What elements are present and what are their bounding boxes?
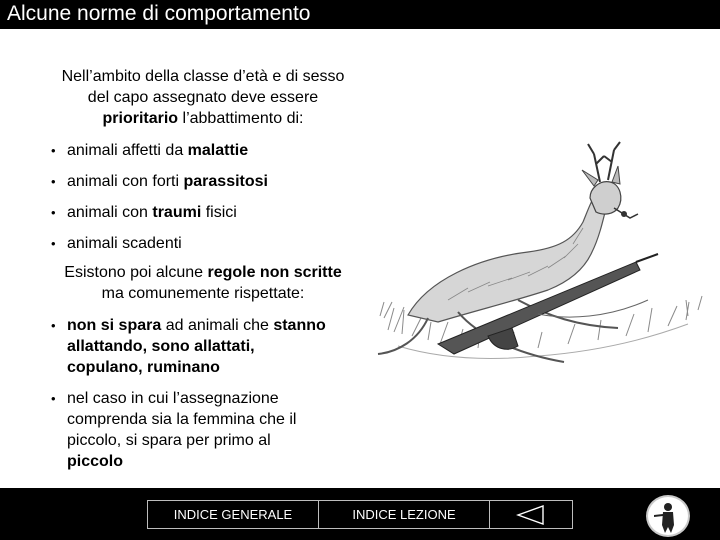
title-bar: [0, 0, 720, 29]
bullet: •: [51, 174, 56, 189]
item-bold: allattando, sono allattati,: [67, 338, 255, 355]
hunter-logo-button[interactable]: [646, 495, 690, 537]
main-content: [38, 66, 368, 472]
intro-paragraph: [38, 66, 368, 129]
page-title: Alcune norme di comportamento: [7, 2, 311, 25]
item-text: ad animali che: [161, 317, 274, 334]
item-bold: piccolo: [67, 453, 124, 470]
list-item: [38, 202, 368, 223]
intro-line-1: Nell’ambito della classe d’età e di sesso: [61, 68, 345, 85]
footer-bar: [0, 488, 720, 540]
rules-line-2: ma comunemente rispettate:: [101, 285, 305, 302]
item-text-after: fisici: [201, 204, 237, 221]
item-text: animali scadenti: [67, 235, 182, 252]
back-button[interactable]: [489, 500, 573, 529]
list-item: [38, 388, 368, 472]
unwritten-rules-list: [38, 315, 368, 472]
rules-paragraph: [38, 262, 368, 304]
rules-line-1: Esistono poi alcune: [64, 264, 208, 281]
bullet: •: [51, 143, 56, 158]
list-item: [38, 233, 368, 254]
list-item: [38, 140, 368, 161]
item-bold: copulano, ruminano: [67, 359, 220, 376]
intro-bold: prioritario: [102, 110, 179, 127]
item-bold: malattie: [187, 142, 249, 159]
item-text: animali con forti: [67, 173, 184, 190]
lesson-index-button[interactable]: INDICE LEZIONE: [318, 500, 490, 529]
back-triangle-icon: [516, 504, 546, 526]
bullet: •: [51, 236, 56, 251]
hunter-icon: [648, 497, 688, 535]
roe-deer-with-rifle-illustration: [368, 140, 710, 390]
rules-bold: regole non scritte: [207, 264, 342, 281]
bullet: •: [51, 318, 56, 333]
cull-priority-list: [38, 140, 368, 254]
item-text: comprenda sia la femmina che il: [67, 411, 297, 428]
item-text: nel caso in cui l’assegnazione: [67, 390, 279, 407]
list-item: [38, 315, 368, 378]
list-item: [38, 171, 368, 192]
item-text: animali con: [67, 204, 153, 221]
general-index-button[interactable]: INDICE GENERALE: [147, 500, 319, 529]
item-bold: non si spara: [67, 317, 162, 334]
bullet: •: [51, 205, 56, 220]
item-bold: parassitosi: [183, 173, 268, 190]
bullet: •: [51, 391, 56, 406]
item-bold: traumi: [152, 204, 202, 221]
item-bold: stanno: [273, 317, 326, 334]
intro-line-2: del capo assegnato deve essere: [87, 89, 319, 106]
item-text: animali affetti da: [67, 142, 188, 159]
intro-line-3: l’abbattimento di:: [178, 110, 304, 127]
item-text: piccolo, si spara per primo al: [67, 432, 271, 449]
